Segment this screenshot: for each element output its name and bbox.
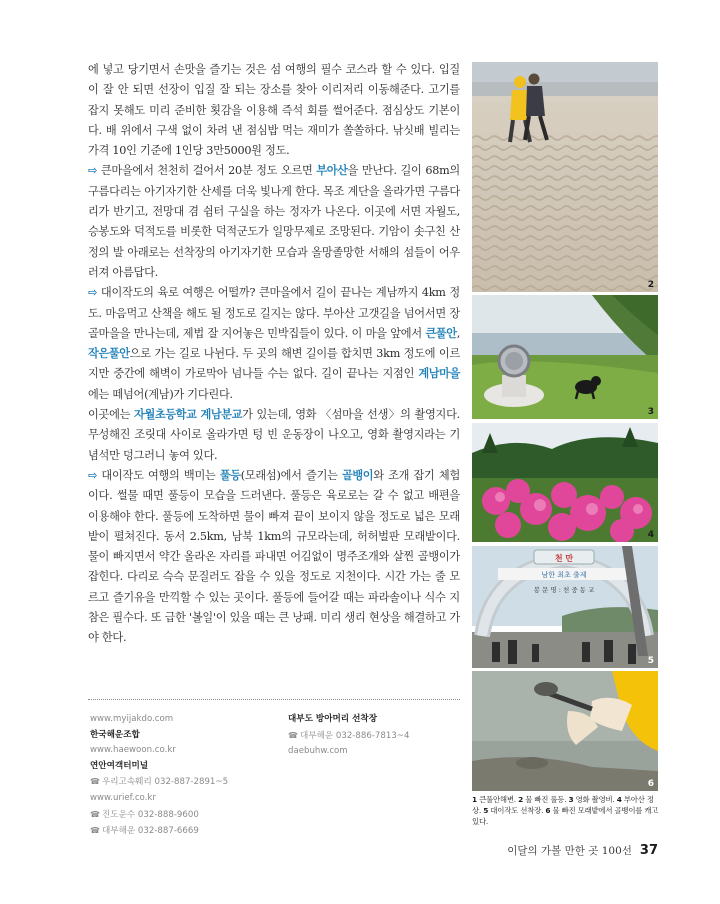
highlight-gyenam: 계남마을 xyxy=(418,367,460,381)
caption-text: 부아산 정상. xyxy=(472,795,654,815)
caption-text: 물 빠진 풀등. xyxy=(523,795,569,804)
contact-url[interactable]: www.urief.co.kr xyxy=(90,792,156,803)
arrow-bullet-icon: ⇨ xyxy=(88,468,98,482)
paragraph-land-trip xyxy=(88,283,460,405)
contact-phone xyxy=(288,728,409,745)
arrow-bullet-icon: ⇨ xyxy=(88,286,98,300)
phone-icon: ☎ xyxy=(90,809,100,819)
gate-sign-banner: 남한 최초 출제 xyxy=(541,571,587,579)
paragraph-fishing: 에 넣고 당기면서 손맛을 즐기는 것은 섬 여행의 필수 코스라 할 수 있다. 입질이 잘 안 되면 선장이 입질 잘 되는 장소를 찾아 이리저리 이동해준다. 고기를 잡지 못해도 미리 준비한 횟감을 이용해 즉석 회를 썰어준다. 점심상도 기본이다. 배 위에서 구색 없이 차려 낸 점심밥 먹는 재미가 쏠쏠하다. 낚싯배 빌리는 가격 10인 기준에 1인당 3만5000원 정도. xyxy=(88,63,460,158)
photo-number: 6 xyxy=(647,779,654,789)
beach-illustration xyxy=(472,62,658,292)
caption-number: 5 xyxy=(483,806,489,815)
monument-illustration xyxy=(472,295,658,419)
contact-column-left xyxy=(90,712,228,840)
contact-phone xyxy=(90,774,228,791)
contact-org: 한국해운조합 xyxy=(90,729,140,740)
text-run: 대이작도 여행의 백미는 xyxy=(97,468,220,482)
page-number: 37 xyxy=(639,843,658,858)
paragraph-buasan xyxy=(88,161,460,283)
text-run: 큰마을에서 천천히 걸어서 20분 정도 오르면 xyxy=(97,164,317,178)
phone-icon: ☎ xyxy=(90,826,100,836)
text-run: 으로 가는 길로 나뉜다. 두 곳의 해변 길이를 합치면 3km 정도에 이르지만 중간에 해벽이 가로막아 넘나들 수는 없다. 길이 끝나는 지점인 xyxy=(88,347,460,381)
caption-number: 4 xyxy=(616,795,622,804)
text-run: 가 있는데, 영화 〈섬마을 선생〉의 촬영지다. 무성해진 조릿대 사이로 올라가면 텅 빈 운동장이 나오고, 영화 촬영지라는 기념석만 덩그러니 놓여 있다. xyxy=(88,408,460,462)
article-body xyxy=(88,60,460,649)
caption-number: 6 xyxy=(545,806,551,815)
text-run: 에는 떼넘어(계남)가 기다린다. xyxy=(88,387,233,401)
paragraph-school xyxy=(88,405,460,466)
contact-org: 대부도 방아머리 선착장 xyxy=(288,714,377,724)
contact-column-right xyxy=(288,712,409,760)
contact-url[interactable]: www.haewoon.co.kr xyxy=(90,745,176,756)
highlight-buasan: 부아산 xyxy=(316,164,348,178)
highlight-keunpulan: 큰풀안 xyxy=(425,326,457,340)
azalea-illustration xyxy=(472,423,658,542)
contact-phone-text: 우리고속훼리 032-887-2891~5 xyxy=(101,777,229,788)
phone-icon: ☎ xyxy=(288,730,298,740)
photo-caption xyxy=(472,794,662,827)
text-run: 이곳에는 xyxy=(88,408,135,422)
highlight-puldeung: 풀등 xyxy=(219,468,241,482)
contact-phone xyxy=(90,823,228,840)
photo-number: 2 xyxy=(647,280,654,290)
photo-azalea xyxy=(472,423,658,542)
photo-gate xyxy=(472,546,658,668)
caption-number: 3 xyxy=(568,795,574,804)
text-run: 을 만난다. 길이 68m의 구름다리는 아기자기한 산세를 더욱 빛나게 한다. 목조 계단을 올라가면 구름다리가 반기고, 전망대 겸 쉼터 구실을 하는 정자가 나온다. 이곳에 서면 자월도, 승봉도와 덕적도를 비롯한 덕적군도가 일망무제로 조망된다. 기암이 솟구친 산정의 발 아래로는 선착장의 아기자기한 모습과 올망졸망한 서해의 섬들이 어우러져 아름답다. xyxy=(88,164,460,279)
caption-number: 2 xyxy=(518,795,524,804)
photo-monument xyxy=(472,295,658,419)
dotted-divider xyxy=(88,699,460,700)
text-run: 와 조개 잡기 체험이다. 썰물 때면 풀등이 모습을 드러낸다. 풀등은 육로로는 갈 수 없고 배편을 이용해야 한다. 풀등에 도착하면 물이 빠져 끝이 보이지 않을 정도로 넓은 모래밭이 펼쳐진다. 동서 2.5km, 남북 1km의 규모라는데, 허허벌판 모래밭이다. 물이 빠지면서 약간 올라온 자리를 파내면 어김없이 명주조개와 살찐 골뱅이가 잡힌다. 다리로 슥슥 문질러도 잡을 수 있을 정도로 지천이다. 시간 가는 줄 모르고 즐기유을 만끽할 수 있는 곳이다. 풀등에 들어갈 때는 파라솔이나 식수 지참은 필수다. 또 급한 '볼일'이 있을 때는 큰 낭패. 미리 생리 현상을 해결하고 가야 한다. xyxy=(88,468,460,645)
contact-phone-text: 대부해운 032-886-7813~4 xyxy=(299,730,410,741)
highlight-school: 자월초등학교 계남분교 xyxy=(134,408,243,422)
photo-beach-walkers xyxy=(472,62,658,292)
gate-sign-top: 천 만 xyxy=(554,554,574,563)
contact-org: 연안여객터미널 xyxy=(90,760,149,771)
text-run: 대이작도의 육로 여행은 어떨까? 큰마을에서 길이 끝나는 계남까지 4km 정도. 마음먹고 산책을 해도 될 정도로 길지는 않다. 부아산 고갯길을 넘어서면 장골마을을 만나는데, 제법 잘 지어놓은 민박집들이 있다. 이 마을 앞에서 xyxy=(88,286,460,340)
footer-title: 이달의 가볼 만한 곳 100선 xyxy=(507,845,632,857)
contact-phone xyxy=(90,807,228,824)
contact-url[interactable]: daebuhw.com xyxy=(288,746,348,757)
contact-phone-text: 대부해운 032-887-6669 xyxy=(101,826,199,837)
phone-icon: ☎ xyxy=(90,777,100,787)
highlight-jageunpulan: 작은풀안 xyxy=(88,347,130,361)
contact-phone-text: 진도운수 032-888-9600 xyxy=(101,809,199,820)
photo-number: 5 xyxy=(647,656,654,666)
text-run: , xyxy=(456,326,460,340)
paragraph-puldeung xyxy=(88,466,460,649)
page-footer xyxy=(507,843,658,858)
photo-number: 3 xyxy=(647,407,654,417)
caption-text: 물 빠진 모래밭에서 골뱅이를 캐고 있다. xyxy=(472,806,659,826)
photo-clam xyxy=(472,671,658,791)
caption-number: 1 xyxy=(472,795,477,804)
photo-number: 4 xyxy=(647,530,654,540)
text-run: (모래섬)에서 즐기는 xyxy=(240,468,342,482)
arrow-bullet-icon: ⇨ xyxy=(88,164,98,178)
contact-url[interactable]: www.myijakdo.com xyxy=(90,714,174,724)
clam-illustration xyxy=(472,671,658,791)
gate-sign-sub: 봉 문 명 : 천 중 동 교 xyxy=(533,586,595,594)
caption-text: 대이작도 선착장. xyxy=(488,806,546,815)
caption-text: 영화 촬영비. xyxy=(573,795,617,804)
caption-text: 큰풀안해변. xyxy=(476,795,519,804)
highlight-golbaengi: 골뱅이 xyxy=(341,468,374,482)
gate-illustration xyxy=(472,546,658,668)
